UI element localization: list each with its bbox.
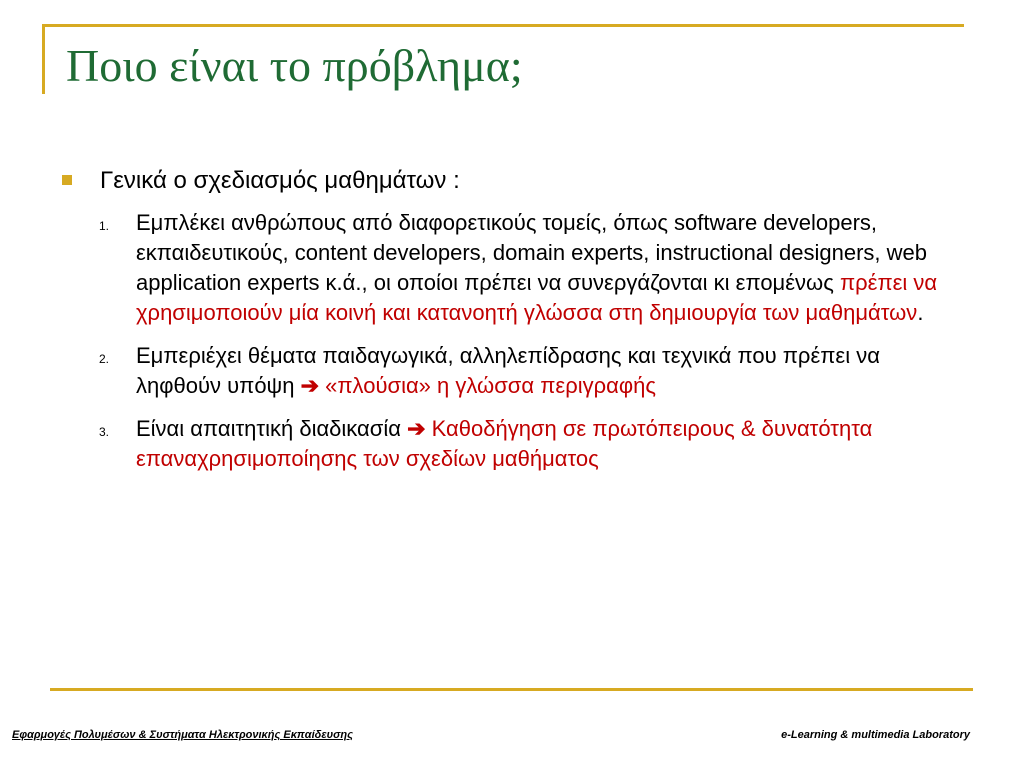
top-rule — [42, 24, 964, 27]
list-number: 1. — [99, 219, 110, 233]
item-text-normal: Εμπλέκει ανθρώπους από διαφορετικούς τομείς, όπως software developers, εκπαιδευτικούς, content developers, domain experts, instructional designers, web application experts κ.ά., οι οποίοι πρέπει να συνεργάζονται κι επομένως — [136, 210, 928, 295]
list-item-text — [136, 414, 967, 474]
square-bullet-icon — [62, 175, 72, 185]
list-item-1 — [62, 208, 967, 328]
footer-lab-name: e-Learning & multimedia Laboratory — [781, 729, 970, 741]
list-item-text — [136, 341, 967, 401]
item-text-normal: Είναι απαιτητική διαδικασία — [136, 416, 408, 441]
footer-rule — [50, 688, 973, 691]
item-text-normal: Εμπεριέχει θέματα παιδαγωγικά, αλληλεπίδρασης και τεχνικά που πρέπει να ληφθούν υπόψη — [136, 343, 880, 398]
list-item-2 — [62, 341, 967, 401]
item-text-highlight: πρέπει να χρησιμοποιούν μία κοινή και κατανοητή γλώσσα στη δημιουργία των μαθημάτων — [136, 270, 938, 325]
footer-course-title: Εφαρμογές Πολυμέσων & Συστήματα Ηλεκτρονικής Εκπαίδευσης — [12, 729, 353, 741]
right-arrow-icon: ➔ — [300, 373, 320, 398]
main-bullet — [62, 166, 967, 196]
item-text-end: . — [917, 300, 924, 325]
list-item-text — [136, 208, 967, 328]
right-arrow-icon: ➔ — [407, 416, 426, 441]
item-text-highlight: Καθοδήγηση σε πρωτόπειρους & δυνατότητα επαναχρησιμοποίησης των σχεδίων μαθήματος — [136, 416, 873, 471]
left-rule — [42, 24, 45, 94]
slide-body — [62, 166, 967, 487]
slide-title: Ποιο είναι το πρόβλημα; — [66, 40, 523, 91]
list-number: 2. — [99, 352, 110, 366]
list-number: 3. — [99, 425, 110, 439]
list-item-3 — [62, 414, 967, 474]
main-bullet-text: Γενικά ο σχεδιασμός μαθημάτων : — [100, 167, 460, 194]
item-text-highlight: «πλούσια» η γλώσσα περιγραφής — [319, 373, 656, 398]
numbered-list — [62, 208, 967, 474]
